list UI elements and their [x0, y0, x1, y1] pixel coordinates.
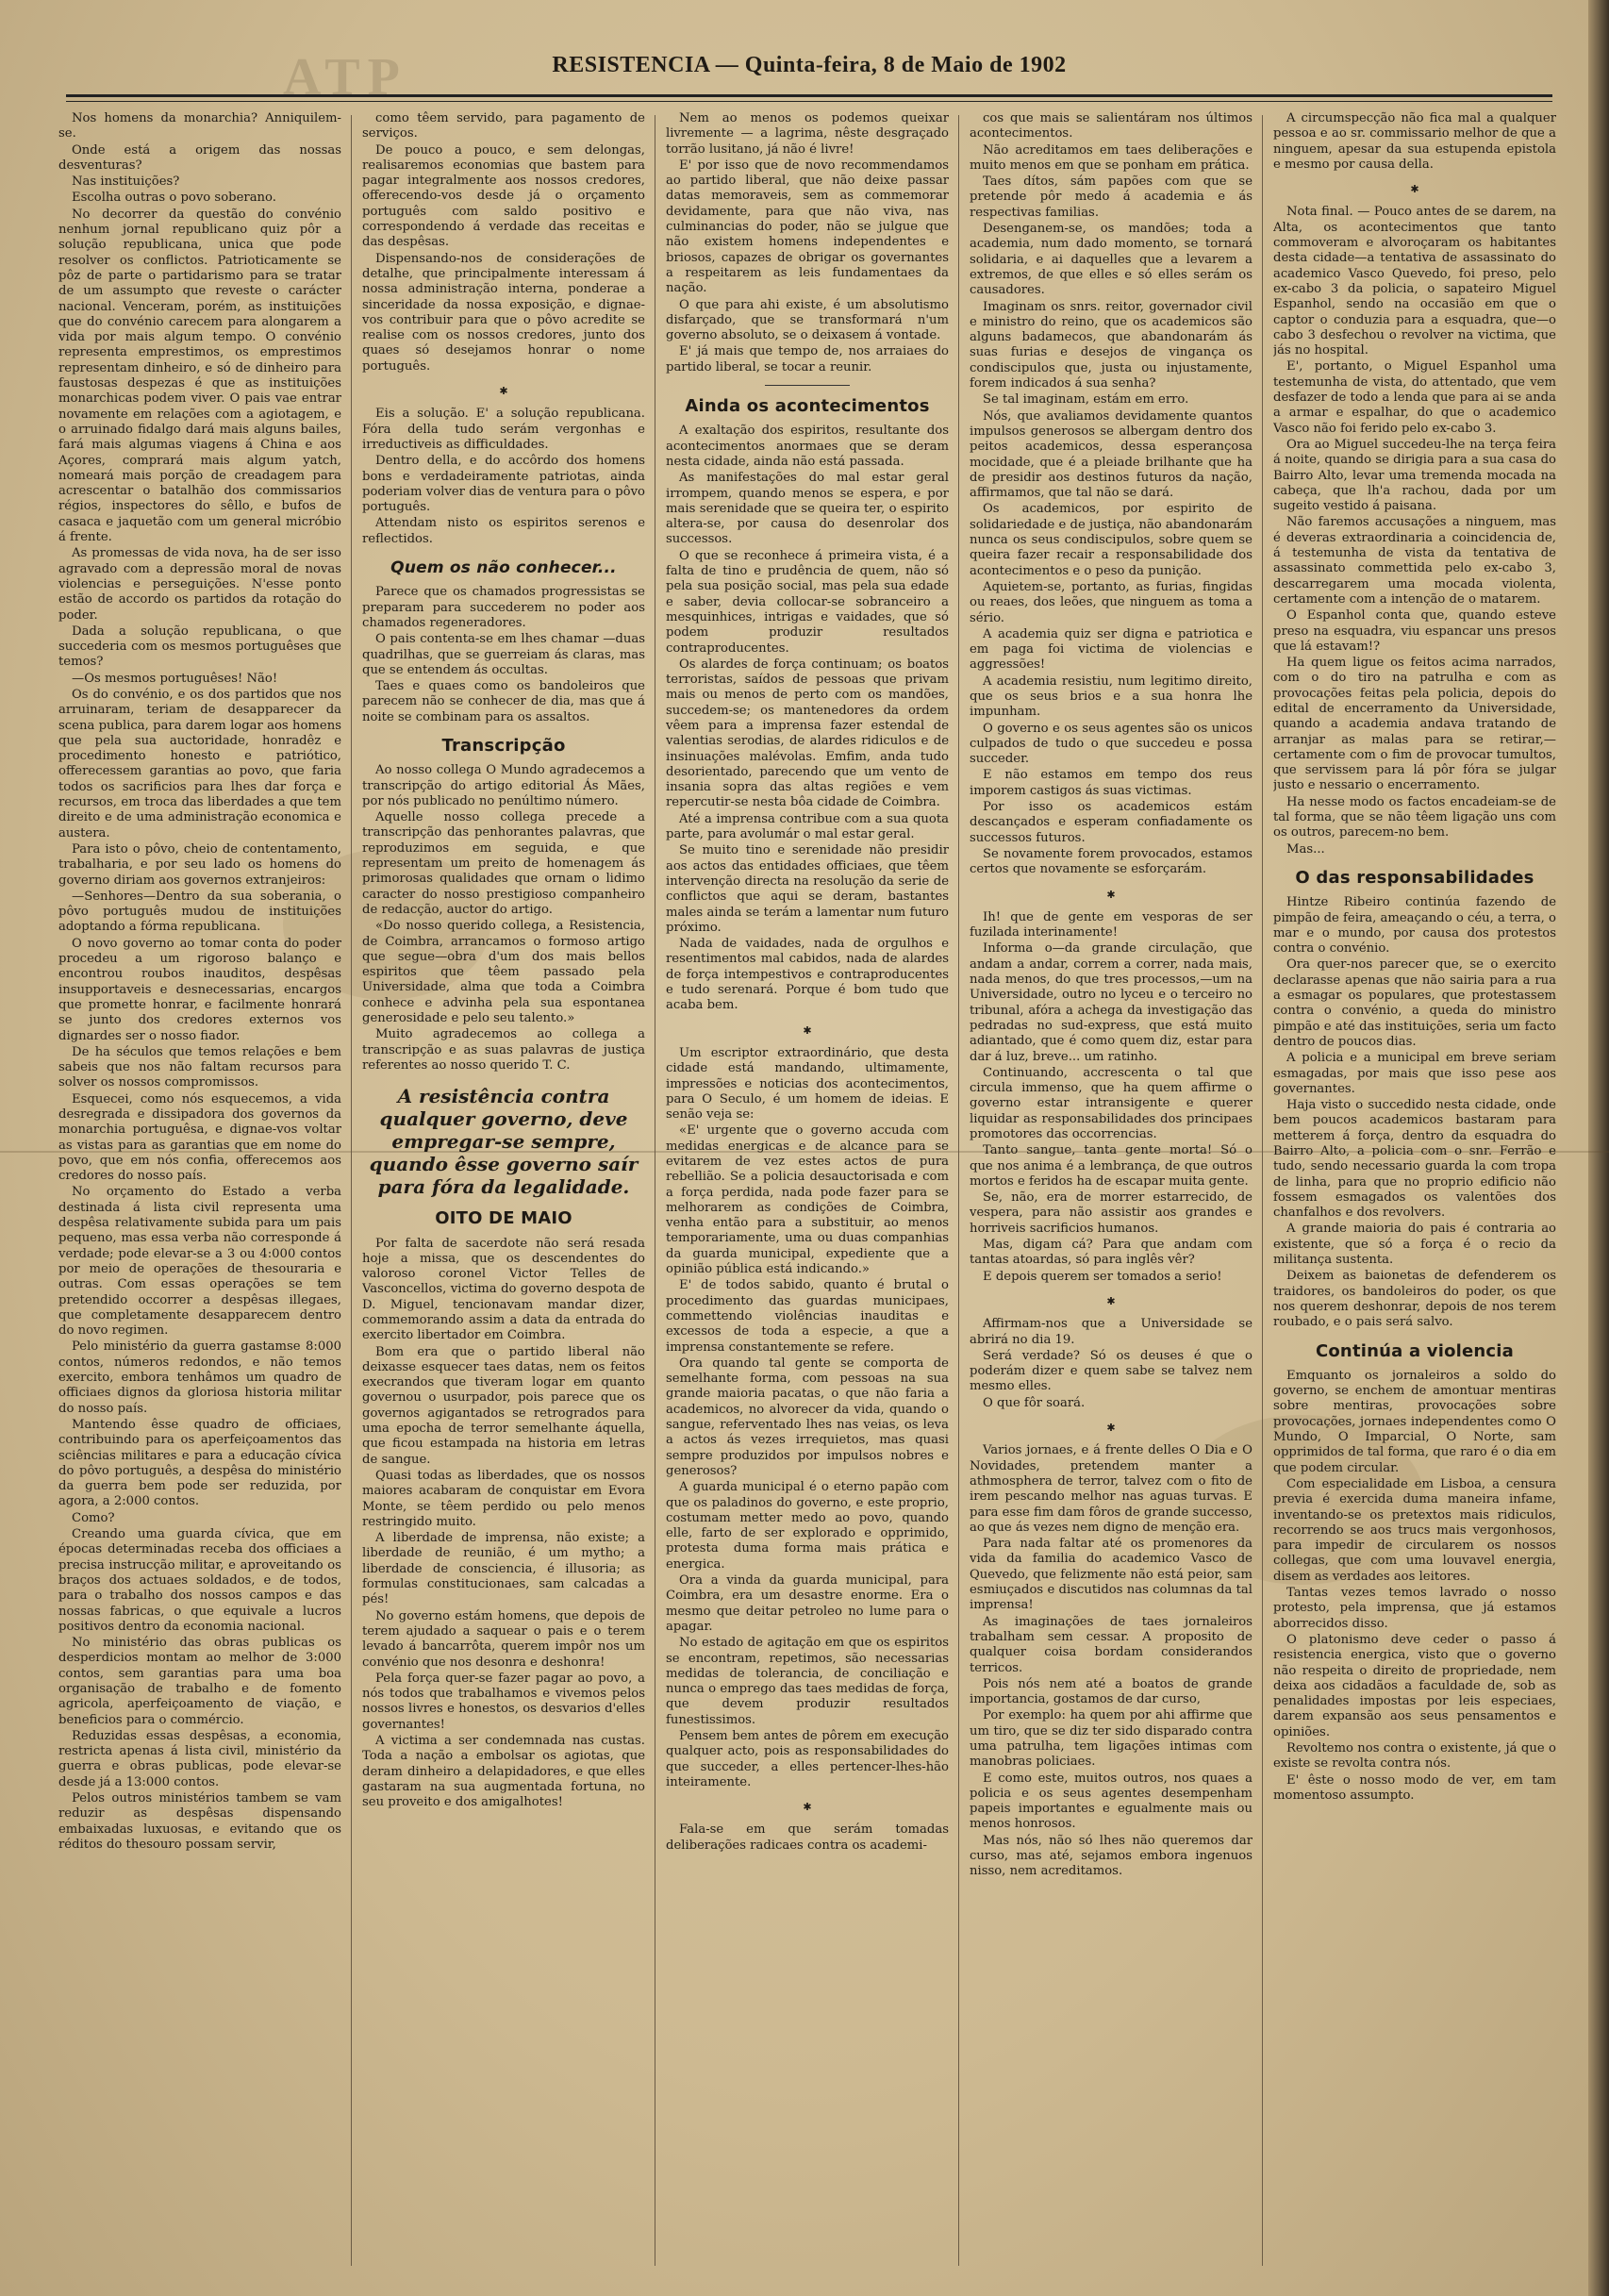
article-paragraph: «E' urgente que o governo accuda com medidas energicas e de alcance para se evitarem de vez estes actos de pura rebellião. Se a policia desauctorisada e com a força perdida, nada pode fazer para se melhorarem as condições de Coimbra, venha então para a substituir, ao menos temporariamente, uma ou duas companhias da guarda municipal, expediente que a opinião pública está indicando.»: [666, 1123, 949, 1277]
article-paragraph: Um escriptor extraordinário, que desta cidade está mandando, ultimamente, impressões e noticias dos acontecimentos, para O Seculo, é um homem de ideias. E senão veja se:: [666, 1045, 949, 1123]
article-paragraph: A policia e a municipal em breve seriam esmagadas, por mais que isso pese aos governantes.: [1273, 1051, 1556, 1096]
article-paragraph: E depois querem ser tomados a serio!: [983, 1269, 1222, 1284]
article-paragraph: Hintze Ribeiro continúa fazendo de pimpão de feira, ameaçando o céu, a terra, o mar e o mundo, por causa dos protestos contra o convénio.: [1273, 895, 1556, 957]
article-paragraph: Para nada faltar até os promenores da vida da familia do academico Vasco de Quevedo, que felizmente não está peior, sam esmiuçados e discutidos nas columnas da tal imprensa!: [970, 1537, 1252, 1613]
column-4-body-c: [970, 1317, 1252, 1411]
article-paragraph: Creando uma guarda cívica, que em épocas determinadas receba dos officiaes a precisa instrucção militar, e aproveitando os braços dos actuaes soldados, e de todos, para o trabalho dos nossos campos e das nossas fabricas, o que equivale a lucros positivos dentro da economia nacional.: [58, 1527, 341, 1634]
article-paragraph: Ora a vinda da guarda municipal, para Coimbra, era um desastre enorme. Era o mesmo que deitar petroleo no lume para o apagar.: [666, 1573, 949, 1634]
separator-star: ✱: [1410, 183, 1419, 196]
column-3: [666, 111, 949, 2271]
article-paragraph: Fala-se em que serám tomadas deliberações radicaes contra os academi-: [666, 1822, 949, 1853]
article-paragraph: De ha séculos que temos relações e bem sabeis que nos não faltam recursos para solver os nossos compromissos.: [58, 1044, 341, 1090]
column-divider: [1262, 115, 1263, 2266]
article-paragraph: E', portanto, o Miguel Espanhol uma testemunha de vista, do attentado, que vem desfazer de todo a lenda que para ai se anda a armar e espalhar, do que o academico Vasco não foi ferido pelo ex-cabo 3.: [1273, 359, 1556, 436]
article-paragraph: As promessas de vida nova, ha de ser isso agravado com a depressão moral de novas violencias e perseguições. N'esse ponto estão de accordo os partidos da rotação do poder.: [58, 546, 341, 623]
article-paragraph: Com especialidade em Lisboa, a censura previa é exercida duma maneira infame, inventando-se os pretextos mais ridiculos, recorrendo se aos trucs mais vergonhosos, para impedir de circularem os nossos collegas, que com uma louvavel energia, disem as verdades aos leitores.: [1273, 1476, 1556, 1584]
article-paragraph: Para isto o pôvo, cheio de contentamento, trabalharia, e por seu lado os homens do governo diriam aos governos extranjeiros:: [58, 841, 341, 888]
article-paragraph: Não acreditamos em taes deliberações e muito menos em que se ponham em prática.: [970, 142, 1252, 173]
column-3-body-c: [666, 1046, 949, 1790]
article-paragraph: A grande maioria do pais é contraria ao existente, que só a força é o recio da militança sustenta.: [1273, 1222, 1556, 1268]
article-paragraph: Ora quer-nos parecer que, se o exercito declarasse apenas que não sairia para a rua a esmagar os populares, que protestassem contra o convénio, a queda do ministro pimpão e até das instituições, seria um facto dentro de poucos dias.: [1273, 957, 1556, 1049]
separator-star: ✱: [803, 1801, 812, 1814]
article-paragraph: Mas...: [1286, 841, 1325, 857]
article-paragraph: Attendam nisto os espiritos serenos e reflectidos.: [362, 516, 645, 546]
article-paragraph: Pela força quer-se fazer pagar ao povo, a nós todos que trabalhamos e vivemos pelos nossos livres e honestos, os desvarios d'elles governantes!: [362, 1671, 645, 1732]
article-paragraph: Por falta de sacerdote não será resada hoje a missa, que os descendentes do valoroso coronel Victor Telles de Vasconcellos, victima do governo despota de D. Miguel, tencionavam mandar dizer, commemorando assim a data da entrada do exercito libertador em Coimbra.: [362, 1236, 645, 1343]
article-paragraph: A liberdade de imprensa, não existe; a liberdade de reunião, é um mytho; a liberdade de consciencia, é illusoria; as formulas constitucionaes, sam calcadas a pés!: [362, 1531, 645, 1607]
article-paragraph: Por isso os academicos estám descançados e esperam confiadamente os successos futuros.: [970, 800, 1252, 845]
article-paragraph: E' por isso que de novo recommendamos ao partido liberal, que não deixe passar datas memoraveis, sem as commemorar devidamente, para que não viva, nas culminancias do poder, não se julgue que não existem homens independentes e briosos, capazes de obrigar os governantes a respeitarem as leis fundamentaes da nação.: [666, 158, 949, 296]
article-paragraph: O pais contenta-se em lhes chamar —duas quadrilhas, que se guerreiam ás claras, mas que se entendem ás occultas.: [362, 632, 645, 677]
article-paragraph: O que para ahi existe, é um absolutismo disfarçado, que se transformará n'um governo absoluto, se o deixasem á vontade.: [666, 297, 949, 343]
article-paragraph: A academia quiz ser digna e patriotica e em paga foi victima de violencias e aggressões!: [970, 626, 1252, 673]
article-paragraph: As manifestações do mal estar geral irrompem, quando menos se espera, e por mais serenidade que se queira ter, o espirito altera-se, por causa do desenrolar dos successos.: [666, 471, 949, 547]
banner-resistencia: A resistência contra qualquer governo, deve empregar-se sempre, quando êsse governo saír para fóra da legalidade.: [369, 1085, 639, 1199]
article-paragraph: Dentro della, e do accôrdo dos homens bons e verdadeiramente patriotas, ainda poderiam volver dias de ventura para o pôvo português.: [362, 454, 645, 515]
article-paragraph: Se novamente forem provocados, estamos certos que novamente se esforçarám.: [970, 846, 1252, 877]
article-paragraph: No governo estám homens, que depois de terem ajudado a saquear o pais e o terem levado á bancarrôta, querem impôr nos um convénio que nos desonra e deshonra!: [362, 1608, 645, 1670]
page-edge-shadow: [1588, 0, 1609, 2296]
article-paragraph: Muito agradecemos ao collega a transcripção e as suas palavras de justiça referentes ao nosso querido T. C.: [362, 1027, 645, 1073]
article-paragraph: Pelo ministério da guerra gastamse 8:000 contos, números redondos, e não temos exercito, embora tenhâmos um quadro de officiaes dignos da gloriosa historia militar do nosso país.: [58, 1339, 341, 1416]
article-paragraph: Tanto sangue, tanta gente morta! Só o que nos anima é a lembrança, de que outros mortos e feridos ha de escapar muita gente.: [970, 1143, 1252, 1189]
article-paragraph: Escolha outras o povo soberano.: [72, 191, 276, 206]
column-4-body-d: [970, 1443, 1252, 1879]
article-paragraph: As imaginações de taes jornaleiros trabalham sem cessar. A proposito de qualquer coisa bordam considerandos terricos.: [970, 1614, 1252, 1675]
column-5-body-c: [1273, 895, 1556, 1330]
column-5-body-d: [1273, 1369, 1556, 1804]
article-paragraph: Quasi todas as liberdades, que os nossos maiores acabaram de conquistar em Evora Monte, se têem perdido ou pelo menos restringido muito.: [362, 1468, 645, 1529]
column-2: [362, 111, 645, 2271]
article-paragraph: Continuando, accrescenta o tal que circula immenso, que ha quem affirme o governo estar intransigente e querer liquidar as responsabilidades dos principaes promotores das occorrencias.: [970, 1065, 1252, 1141]
article-paragraph: A academia resistiu, num legitimo direito, que os seus brios e a sua honra lhe impunham.: [970, 674, 1252, 720]
article-paragraph: Nada de vaidades, nada de orgulhos e resentimentos mal cabidos, nada de alardes de força intempestivos e contraproducentes e tudo serenará. Porque é bom tudo que acaba bem.: [666, 937, 949, 1013]
article-paragraph: Como?: [72, 1510, 115, 1525]
article-paragraph: O Espanhol conta que, quando esteve preso na esquadra, viu espancar uns presos que lá estavam!?: [1273, 608, 1556, 654]
article-paragraph: Haja visto o succedido nesta cidade, onde bem poucos academicos bastaram para metterem á força, dentro da esquadra do Bairro Alto, a policia com o snr. Ferrão e tudo, sendo necessario guarda la com tropa de linha, para que no proprio edificio não fossem esmagados os valentões dos chanfalhos e dos revolvers.: [1273, 1098, 1556, 1221]
article-paragraph: Taes e quaes como os bandoleiros que parecem não se conhecer de dia, mas que á noite se combinam para os assaltos.: [362, 679, 645, 724]
article-paragraph: Ao nosso collega O Mundo agradecemos a transcripção do artigo editorial Ás Mães, por nós publicado no penúltimo número.: [362, 763, 645, 808]
article-paragraph: cos que mais se salientáram nos últimos acontecimentos.: [970, 111, 1252, 141]
article-paragraph: Não faremos accusações a ninguem, mas é deveras extraordinaria a coincidencia de, á testemunha de vista da tentativa de assassinato commettida pelo ex-cabo 3, descarregarem uma mocada violenta, certamente com a intenção de o matarem.: [1273, 515, 1556, 607]
article-paragraph: O platonismo deve ceder o passo á resistencia energica, visto que o governo não respeita o direito de propriedade, nem deixa aos cidadãos a faculdade de, sob as penalidades impostas por leis especiaes, darem expansão aos seus pensamentos e opiniões.: [1273, 1632, 1556, 1739]
article-paragraph: Nem ao menos os podemos queixar livremente — a lagrima, nêste desgraçado torrão lusitano, já não é livre!: [666, 111, 949, 157]
article-paragraph: Se muito tino e serenidade não presidir aos actos das entidades officiaes, que têem intervenção directa na resolução da serie de conflictos que aqui se deram, bastantes males ainda se terám a lamentar num futuro próximo.: [666, 843, 949, 935]
column-5: [1273, 111, 1556, 2271]
article-paragraph: —Os mesmos portuguêses! Não!: [72, 671, 278, 686]
article-paragraph: Os alardes de força continuam; os boatos terroristas, saídos de pessoas que privam mais ou menos de perto com os mandões, succedem-se; os mantenedores da ordem vêem para a imprensa fazer estendal de valentias serodias, de alardes ridiculos e de insinuações malévolas. Emfim, anda tudo desorientado, parecendo que um vento de insania sopra das altas regiões e vem repercutir-se nesta bôa cidade de Coimbra.: [666, 657, 949, 810]
article-paragraph: O novo governo ao tomar conta do poder procedeu a um rigoroso balanço e encontrou roubos inauditos, despêsas insupportaveis e desnecessarias, encargos que promette honrar, e facilmente honrará se junto dos credores externos vos dignardes ser o nosso fiador.: [58, 936, 341, 1043]
article-paragraph: Dada a solução republicana, o que succederia com os mesmos portuguêses que temos?: [58, 624, 341, 670]
article-paragraph: Varios jornaes, e á frente delles O Dia e O Novidades, pretendem manter a athmosphera de terror, talvez com o fito de irem pescando melhor nas aguas turvas. E para esse fim dam fôros de grande successo, ao que ás vezes nem digno de menção era.: [970, 1443, 1252, 1535]
article-paragraph: Se, não, era de morrer estarrecido, de vespera, para não assistir aos grandes e horriveis sacrificios humanos.: [970, 1190, 1252, 1236]
article-paragraph: O governo e os seus agentes são os unicos culpados de tudo o que succedeu e possa succeder.: [970, 721, 1252, 767]
masthead-title: RESISTENCIA — Quinta-feira, 8 de Maio de 1902: [552, 53, 1067, 77]
article-paragraph: E' êste o nosso modo de ver, em tam momentoso assumpto.: [1273, 1772, 1556, 1803]
article-paragraph: Nós, que avaliamos devidamente quantos impulsos generosos se albergam dentro dos peitos academicos, dessa esperançosa mocidade, que é a pleiade brilhante que ha de presidir aos destinos futuros da nação, affirmamos, que tal não se dará.: [970, 408, 1252, 501]
article-paragraph: E como este, muitos outros, nos quaes a policia e os seus agentes desempenham papeis importantes e egualmente mais ou menos honrosos.: [970, 1771, 1252, 1832]
article-paragraph: Onde está a origem das nossas desventuras?: [58, 142, 341, 173]
column-3-body-a: [666, 111, 949, 375]
column-2-body-c: [362, 585, 645, 725]
article-paragraph: Aquelle nosso collega precede a transcripção das penhorantes palavras, que reproduzimos em seguida, e que representam um preito de homenagem ás primorosas qualidades que ornam o lidimo caracter do nosso prestigioso companheiro de redacção, auctor do artigo.: [362, 810, 645, 917]
article-paragraph: Ora quando tal gente se comporta de semelhante forma, com pessoas na sua grande maioria pacatas, o que não faria a academicos, no alvorecer da vida, quando o sangue, referventado lhes nas veias, os leva a actos ás vezes irrequietos, mas quasi sempre produzidos por impulsos nobres e generosos?: [666, 1356, 949, 1478]
masthead-ghost: ATP: [283, 48, 407, 107]
masthead: [66, 48, 1552, 107]
column-1: [58, 111, 341, 2271]
article-paragraph: E' já mais que tempo de, nos arraiaes do partido liberal, se tocar a reunir.: [666, 344, 949, 374]
article-paragraph: No orçamento do Estado a verba destinada á lista civil representa uma despêsa relativamente subida para um pais pequeno, mas essa verba não corresponde á verdade; pode elevar-se a 3 ou 4:000 contos por meio de operações de thesouraria e outras. Com essas operações se tem pretendido occorrer a despêsas illegaes, que completamente desapparecem dentro do novo regimen.: [58, 1185, 341, 1339]
article-paragraph: como têem servido, para pagamento de serviços.: [362, 111, 645, 141]
article-paragraph: Dispensando-nos de considerações de detalhe, que principalmente interessam á nossa administração interna, ponderae a sinceridade da nossa exposição, e dignae-vos contribuir para que o pôvo acredite se realise com os nossos credores, junto dos quaes só desejamos honrar o nome português.: [362, 251, 645, 374]
heading-quem-os-nao-conhecer: Quem os não conhecer...: [390, 558, 617, 578]
article-paragraph: Nas instituições?: [72, 175, 180, 190]
heading-oito-de-maio: OITO DE MAIO: [435, 1208, 572, 1229]
article-paragraph: Reduzidas essas despêsas, a economia, restricta apenas á lista civil, ministério da guerra e obras publicas, pode elevar-se desde já a 13:000 contos.: [58, 1728, 341, 1789]
article-paragraph: Os academicos, por espirito de solidariedade e de justiça, não abandonarám nunca os seus condiscipulos, sobre quem se queira fazer recair a responsabilidade dos acontecimentos e o peso da punição.: [970, 502, 1252, 578]
column-4: [970, 111, 1252, 2271]
nota-final-paragraph: Nota final. — Pouco antes de se darem, na Alta, os acontecimentos que tanto commoveram e alvoroçaram os habitantes desta cidade—a tentativa de assassinato do academico Vasco Quevedo, foi preso, pelo ex-cabo 3 da policia, o sapateiro Miguel Espanhol, sendo na occasião em que o captor o conduzia para a esquadra, que—o cabo 3 desfechou o revolver na victima, que jás no hospital.: [1273, 205, 1556, 358]
heading-ainda-os-acontecimentos: Ainda os acontecimentos: [685, 396, 930, 417]
article-paragraph: Tantas vezes temos lavrado o nosso protesto, pela imprensa, que já estamos aborrecidos disso.: [1273, 1586, 1556, 1631]
article-paragraph: E' de todos sabido, quanto é brutal o procedimento das guardas municipaes, commettendo violências inauditas e excessos de toda a especie, a que a imprensa constantemente se refere.: [666, 1278, 949, 1355]
article-paragraph: E não estamos em tempo dos reus imporem castigos ás suas victimas.: [970, 768, 1252, 798]
separator-rule: [765, 385, 850, 386]
separator-star: ✱: [1106, 1294, 1116, 1307]
article-paragraph: Deixem as baionetas de defenderem os traidores, os bandoleiros do poder, os que nos querem deshonrar, depois de nos terem roubado, e o pais será salvo.: [1273, 1269, 1556, 1330]
article-paragraph: —Senhores—Dentro da sua soberania, o pôvo português mudou de instituições adoptando a fórma republicana.: [58, 889, 341, 935]
article-paragraph: No estado de agitação em que os espiritos se encontram, repetimos, são necessarias medidas de tolerancia, de conciliação e nunca o emprego das taes medidas de força, que devem produzir resultados funestissimos.: [666, 1636, 949, 1727]
article-paragraph: Nos homens da monarchia? Anniquilem-se.: [58, 111, 341, 141]
article-paragraph: Emquanto os jornaleiros a soldo do governo, se enchem de amontuar mentiras sobre mentiras, provocações sobre provocações, jornaes independentes como O Mundo, O Imparcial, O Norte, sam opprimidos de tal forma, que raro é o dia em que podem circular.: [1273, 1368, 1556, 1475]
article-paragraph: O que se reconhece á primeira vista, é a falta de tino e prudência de quem, não só pela sua posição social, mas pela sua edade e saber, devia collocar-se sobranceiro a mesquinhices, intrigas e vaidades, que só podem produzir resultados contraproducentes.: [666, 548, 949, 656]
heading-continua-a-violencia: Continúa a violencia: [1315, 1340, 1515, 1361]
article-paragraph: Ha nesse modo os factos encadeiam-se de tal forma, que se não têem ligação uns com os outros, parecem-no bem.: [1273, 794, 1556, 840]
column-3-body-d: [666, 1822, 949, 1854]
article-paragraph: Pois nós nem até a boatos de grande importancia, gostamos de dar curso,: [970, 1676, 1252, 1707]
article-paragraph: Se tal imaginam, estám em erro.: [983, 392, 1189, 408]
column-divider: [958, 115, 959, 2266]
masthead-rule: [66, 94, 1552, 102]
column-4-body-b: [970, 910, 1252, 1285]
article-paragraph: No ministério das obras publicas os desperdicios montam ao melhor de 3:000 contos, sem garantias para uma boa organisação de trabalho e de fomento agricola, aperfeiçoamento de viação, e beneficios para o commércio.: [58, 1636, 341, 1727]
column-2-body-e: [362, 1237, 645, 1811]
article-paragraph: Imaginam os snrs. reitor, governador civil e ministro do reino, que os academicos são alguns badamecos, que abandonarám ás suas furias e desejos de vingança os condiscipulos que, justa ou injustamente, forem indicados á sua senha?: [970, 299, 1252, 391]
separator-star: ✱: [803, 1023, 812, 1037]
article-paragraph: Taes dítos, sám papões com que se pretende pôr medo á academia e ás respectivas familias.: [970, 175, 1252, 220]
article-paragraph: A guarda municipal é o eterno papão com que os paladinos do governo, e este proprio, costumam metter medo ao povo, quando elle, farto de ser explorado e opprimido, protesta duma forma mais prática e energica.: [666, 1480, 949, 1572]
article-paragraph: «Do nosso querido collega, a Resistencia, de Coimbra, arrancamos o formoso artigo que segue—obra d'um dos mais bellos espiritos que têem passado pela Universidade, alma que toda a Coimbra conhece e advinha pela sua espontanea generosidade e pelo seu talento.»: [362, 919, 645, 1026]
column-4-body-a: [970, 111, 1252, 878]
article-paragraph: De pouco a pouco, e sem delongas, realisaremos economias que bastem para pagar integralmente aos nossos credores, offerecendo-vos desde já o orçamento português com saldo positivo e correspondendo á verdade das receitas e das despêsas.: [362, 142, 645, 250]
article-paragraph: Esquecei, como nós esquecemos, a vida desregrada e dissipadora dos governos da monarchia portuguêsa, e dignae-vos voltar as vistas para as garantias que em nome do povo, que em nós confia, offerecemos aos credores do nosso país.: [58, 1091, 341, 1184]
article-paragraph: O que fôr soará.: [983, 1395, 1086, 1410]
article-paragraph: Ha quem ligue os feitos acima narrados, com o do tiro na patrulha e com as provocações feitas pela policia, depois do edital de encerramento da Universidade, quando a academia andava tratando de arranjar as malas para se retirar,—certamente com o fim de provocar tumultos, que servissem para lá pôr fóra se julgar justo e nessario o encerramento.: [1273, 656, 1556, 793]
column-divider: [351, 115, 352, 2266]
article-paragraph: A circumspecção não fica mal a qualquer pessoa e ao sr. commissario melhor de que a ninguem, apesar da sua estupenda epistola e mesmo por causa della.: [1273, 111, 1556, 172]
article-paragraph: Bom era que o partido liberal não deixasse esquecer taes datas, nem os feitos execrandos que tiveram logar em quanto governou o usurpador, pois parece que os governos agigantados se retrogrados para uma epocha de terror semelhante áquella, que ficou estampada na historia em letras de sangue.: [362, 1344, 645, 1467]
columns-container: [58, 111, 1579, 2271]
article-paragraph: Mas nós, não só lhes não queremos dar curso, mas até, sejamos embora ingenuos nisso, nem acreditamos.: [970, 1833, 1252, 1879]
article-paragraph: Será verdade? Só os deuses é que o poderám dizer e quem sabe se talvez nem mesmo elles.: [970, 1348, 1252, 1394]
separator-star: ✱: [1106, 888, 1116, 901]
article-paragraph: Mantendo êsse quadro de officiaes, contribuindo para os aperfeiçoamentos das sciências militares e para a educação cívica do pôvo português, a despêsa do ministério da guerra bem pode ser reduzida, por agora, a 2:000 contos.: [58, 1417, 341, 1509]
separator-star: ✱: [1106, 1422, 1116, 1435]
column-5-body-b: [1273, 359, 1556, 857]
article-paragraph: Revoltemo nos contra o existente, já que o existe se revolta contra nós.: [1273, 1740, 1556, 1772]
column-2-body-d: [362, 763, 645, 1073]
separator-star: ✱: [499, 385, 508, 398]
article-paragraph: Ora ao Miguel succedeu-lhe na terça feira á noite, quando se dirigia para a sua casa do Bairro Alto, levar uma tremenda mocada na cabeça, que lh'a rachou, dada por um sugeito vestido á paisana.: [1273, 437, 1556, 514]
article-paragraph: Até a imprensa contribue com a sua quota parte, para avolumár o mal estar geral.: [666, 811, 949, 842]
article-paragraph: Parece que os chamados progressistas se preparam para succederem no poder aos chamados regeneradores.: [362, 585, 645, 630]
article-paragraph: Informa o—da grande circulação, que andam a andar, correm a correr, nada mais, nada menos, do que tres processos,—um na Universidade, outro no lyceu e o terceiro no tribunal, afóra a achega da investigação das pedradas no sud-express, que está muito adiantado, que é como quem diz, estar para dar á luz, breve... um ratinho.: [970, 941, 1252, 1064]
article-paragraph: Pensem bem antes de pôrem em execução qualquer acto, pois as responsabilidades do que succeder, a elles pertencer-lhes-hão inteiramente.: [666, 1728, 949, 1789]
article-paragraph: A exaltação dos espiritos, resultante dos acontecimentos anormaes que se deram nesta cidade, ainda não está passada.: [666, 424, 949, 469]
column-5-body-a: [1273, 111, 1556, 173]
column-2-body-a: [362, 111, 645, 374]
article-paragraph: Mas, digam cá? Para que andam com tantas atoardas, só para inglês vêr?: [970, 1238, 1252, 1268]
article-paragraph: Desenganem-se, os mandões; toda a academia, num dado momento, se tornará solidaria, e ai daquelles que a levarem a extremos, de que elles e só elles serám os causadores.: [970, 222, 1252, 298]
column-2-body-b: [362, 407, 645, 547]
article-paragraph: Affirmam-nos que a Universidade se abrirá no dia 19.: [970, 1317, 1252, 1347]
heading-o-das-responsabilidades: O das responsabilidades: [1295, 867, 1534, 888]
article-paragraph: Os do convénio, e os dos partidos que nos arruinaram, teriam de desapparecer da scena publica, para darem logar aos homens que pela sua auctoridade, honradêz e procedimento honesto e patriótico, offerecessem garantias ao povo, que faria todos os sacrificios para lhes dar força e recursos, em troca das liberdades a que tem direito e de uma administração economica e austera.: [58, 687, 341, 840]
article-paragraph: Ih! que de gente em vesporas de ser fuzilada interinamente!: [970, 909, 1252, 940]
column-3-body-b: [666, 424, 949, 1013]
heading-transcripcao: Transcripção: [441, 735, 566, 756]
column-1-body: [58, 111, 341, 1853]
article-paragraph: A victima a ser condemnada nas custas. Toda a nação a embolsar os agiotas, que deram dinheiro a delapidadores, e que elles gastaram na sua augmentada fortuna, no seu proveito e dos amigalhotes!: [362, 1734, 645, 1810]
article-paragraph: Eis a solução. E' a solução republicana. Fóra della tudo serám vergonhas e irreductiveis as difficuldades.: [362, 407, 645, 452]
article-paragraph: No decorrer da questão do convénio nenhum jornal republicano quiz pôr a solução republicana, unica que pode resolver os conflictos. Patrioticamente se pôz de parte o partidarismo para se tratar de um assumpto que reveste o carácter nacional. Venceram, porém, as instituições que do convénio carecem para alongarem a vida por mais algum tempo. O convénio representa emprestimos, os emprestimos representam dinheiro, e só de dinheiro para faustosas despezas é que as instituições monarchicas podem viver. O pais vae entrar novamente em relações com a agiotagem, e o arruinado fidalgo dará mais alguns bailes, fará mais algumas viagens á China e aos Açores, comprará mais algum yatch, nomeará mais porção de creadagem para acrescentar o batalhão dos commissarios régios, inspectores do sêllo, e bufos de casaca e jaquetão com um general micróbio á frente.: [58, 207, 341, 545]
article-paragraph: Pelos outros ministérios tambem se vam reduzir as despêsas dispensando embaixadas luxuosas, e evitando que os réditos do thesouro possam servir,: [58, 1791, 341, 1852]
article-paragraph: Por exemplo: ha quem por ahi affirme que um tiro, que se diz ter sido disparado contra uma patrulha, tem ligações intimas com manobras policiaes.: [970, 1708, 1252, 1770]
article-paragraph: Aquietem-se, portanto, as furias, fingidas ou reaes, dos leões, que ninguem as toma a sério.: [970, 579, 1252, 625]
